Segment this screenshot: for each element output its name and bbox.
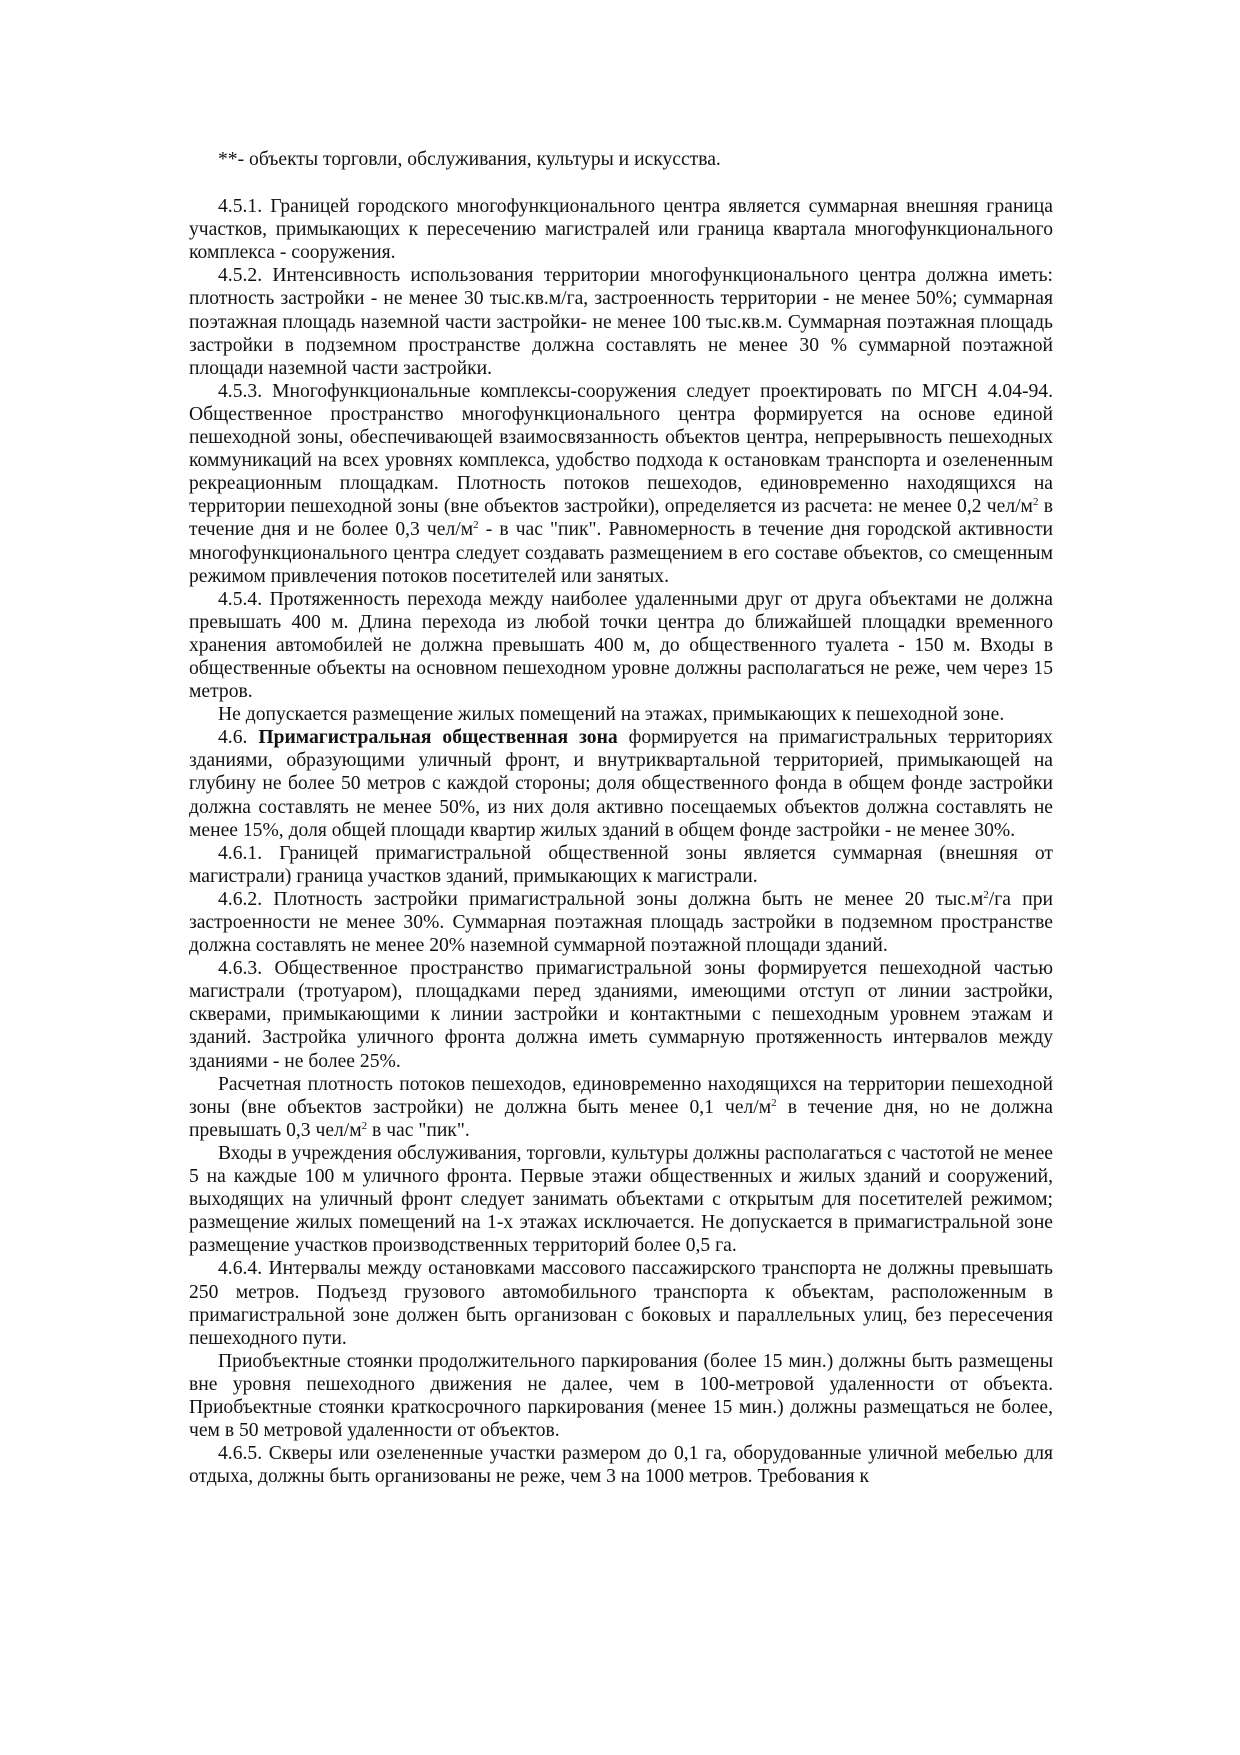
superscript-2: 2 [361, 1119, 368, 1132]
paragraph-4-6-3: 4.6.3. Общественное пространство примагистральной зоны формируется пешеходной частью магистрали (тротуаром), площадками перед зданиями, имеющими отступ от линии застройки, скверами, примыкающими к линии застройки и контактными с пешеходным уровнем этажам и зданий. Застройка уличного фронта должна иметь суммарную протяженность интервалов между зданиями - не более 25%. [189, 958, 1053, 1072]
superscript-2: 2 [771, 1096, 777, 1109]
paragraph-4-6-3-density [189, 1073, 1053, 1142]
paragraph-4-6-3-density-text-b: в течение дня, но не должна превышать 0,3 чел/м [189, 1096, 1053, 1141]
paragraph-4-5-1: 4.5.1. Границей городского многофункционального центра является суммарная внешняя граница участков, примыкающих к пересечению магистралей или граница квартала многофункционального комплекса - сооружения. [189, 196, 1053, 264]
paragraph-4-5-4: 4.5.4. Протяженность перехода между наиболее удаленными друг от друга объектами не должна превышать 400 м. Длина перехода из любой точки центра до ближайшей площадки временного хранения автомобилей не должна превышать 400 м, до общественного туалета - 150 м. Входы в общественные объекты на основном пешеходном уровне должны располагаться не реже, чем через 15 метров. [189, 588, 1053, 703]
paragraph-4-6-3-density-text-c: в час "пик". [367, 1119, 470, 1141]
paragraph-4-6-4: 4.6.4. Интервалы между остановками массового пассажирского транспорта не должны превышать 250 метров. Подъезд грузового автомобильного транспорта к объектам, расположенным в примагистральной зоне должен быть организован с боковых и параллельных улиц, без пересечения пешеходного пути. [189, 1258, 1053, 1349]
paragraph-4-6-3-entrances: Входы в учреждения обслуживания, торговли, культуры должны располагаться с частотой не менее 5 на каждые 100 м уличного фронта. Первые этажи общественных и жилых зданий и сооружений, выходящих на уличный фронт следует занимать объектами с открытым для посетителей режимом; размещение жилых помещений на 1-х этажах исключается. Не допускается в примагистральной зоне размещение участков производственных территорий более 0,5 га. [189, 1142, 1053, 1257]
footnote-objects: **- объекты торговли, обслуживания, культуры и искусства. [218, 149, 721, 170]
paragraph-4-6-2-text-b: /га при застроенности не менее 30%. Суммарная поэтажная площадь застройки в подземном пространстве должна составлять не менее 20% наземной суммарной поэтажной площади зданий. [189, 888, 1054, 957]
paragraph-4-6-2-text-a: 4.6.2. Плотность застройки примагистральной зоны должна быть не менее 20 тыс.м [218, 888, 984, 910]
paragraph-4-6 [189, 726, 1053, 841]
paragraph-4-6-1: 4.6.1. Границей примагистральной общественной зоны является суммарная (внешняя от магистрали) граница участков зданий, примыкающих к магистрали. [189, 842, 1053, 887]
paragraph-4-5-3-text-a: 4.5.3. Многофункциональные комплексы-сооружения следует проектировать по МГСН 4.04-94. Общественное пространство многофункционального центра формируется на основе единой пешеходной зоны, обеспечивающей взаимосвязанность объектов центра, непрерывность пешеходных коммуникаций на всех уровнях комплекса, удобство подхода к остановкам транспорта и озелененным рекреационным площадкам. Плотность потоков пешеходов, единовременно находящихся на территории пешеходной зоны (вне объектов застройки), определяется из расчета: не менее 0,2 чел/м [189, 380, 1053, 518]
paragraph-4-5-3-text-b: в течение дня и не более 0,3 чел/м [189, 496, 1053, 541]
paragraph-4-5-2: 4.5.2. Интенсивность использования территории многофункционального центра должна иметь: плотность застройки - не менее 30 тыс.кв.м/га, застроенность территории - не менее 50%; суммарная поэтажная площадь наземной части застройки- не менее 100 тыс.кв.м. Суммарная поэтажная площадь застройки в подземном пространстве должна составлять не менее 30 % суммарной поэтажной площади наземной части застройки. [189, 265, 1053, 379]
superscript-2: 2 [473, 519, 479, 532]
paragraph-4-5-3 [189, 380, 1053, 588]
paragraph-4-6-number: 4.6. [218, 727, 259, 749]
document-page [189, 148, 1053, 1488]
paragraph-4-6-2 [189, 888, 1053, 957]
paragraph-4-6-3-density-text-a: Расчетная плотность потоков пешеходов, единовременно находящихся на территории пешеходной зоны (вне объектов застройки) не должна быть менее 0,1 чел/м [189, 1073, 1053, 1118]
paragraph-4-6-4-parking: Приобъектные стоянки продолжительного паркирования (более 15 мин.) должны быть размещены вне уровня пешеходного движения не далее, чем в 100-метровой удаленности от объекта. Приобъектные стоянки краткосрочного паркирования (менее 15 мин.) должны размещаться не более, чем в 50 метровой удаленности от объектов. [189, 1350, 1053, 1442]
superscript-2: 2 [983, 888, 989, 901]
paragraph-4-6-5: 4.6.5. Скверы или озелененные участки размером до 0,1 га, оборудованные уличной мебелью для отдыха, должны быть организованы не реже, чем 3 на 1000 метров. Требования к [189, 1443, 1053, 1488]
superscript-2: 2 [1032, 496, 1039, 509]
paragraph-4-6-term: Примагистральная общественная зона [258, 727, 618, 749]
paragraph-4-6-text: формируется на примагистральных территориях зданиями, образующими уличный фронт, и внутриквартальной территорией, примыкающей на глубину не более 50 метров с каждой стороны; доля общественного фонда в общем фонде застройки должна составлять не менее 50%, из них доля активно посещаемых объектов должна составлять не менее 15%, доля общей площади квартир жилых зданий в общем фонде застройки - не менее 30%. [189, 727, 1053, 841]
paragraph-4-5-3-text-c: - в час "пик". Равномерность в течение дня городской активности многофункционального центра следует создавать размещением в его составе объектов, со смещенным режимом привлечения потоков посетителей или занятых. [189, 519, 1054, 587]
paragraph-4-5-4-residential: Не допускается размещение жилых помещений на этажах, примыкающих к пешеходной зоне. [218, 704, 1005, 726]
